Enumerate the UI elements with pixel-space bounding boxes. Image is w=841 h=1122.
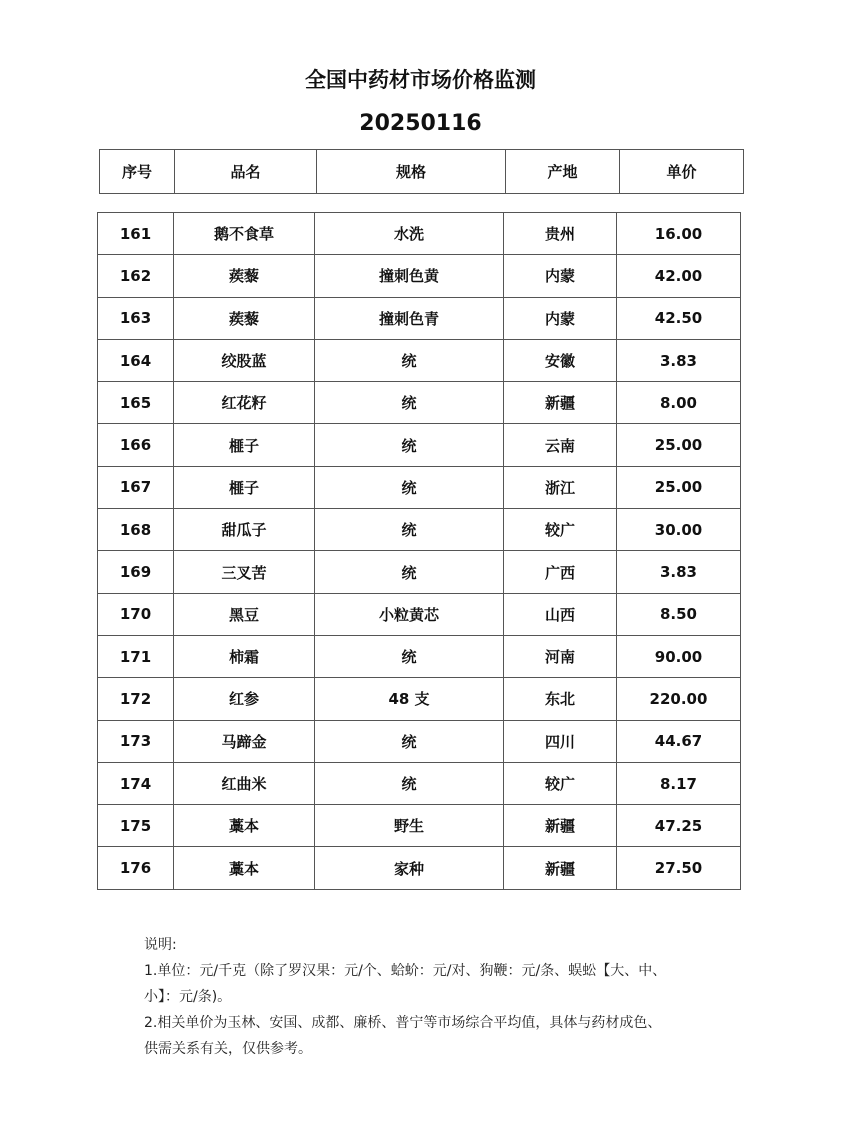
table-row [98, 720, 741, 762]
cell-spec: 野生 [315, 805, 504, 847]
cell-number: 161 [98, 213, 174, 255]
cell-name: 红曲米 [174, 762, 315, 804]
cell-number: 163 [98, 297, 174, 339]
cell-number: 168 [98, 509, 174, 551]
table-row [98, 805, 741, 847]
cell-name: 榧子 [174, 424, 315, 466]
column-header-price: 单价 [620, 150, 744, 194]
cell-name: 蒺藜 [174, 297, 315, 339]
cell-name: 马蹄金 [174, 720, 315, 762]
cell-price: 16.00 [617, 213, 741, 255]
cell-price: 8.00 [617, 382, 741, 424]
table-row [98, 509, 741, 551]
cell-price: 220.00 [617, 678, 741, 720]
notes-line: 1.单位：元/千克（除了罗汉果：元/个、蛤蚧：元/对、狗鞭：元/条、蜈蚣【大、中、 [144, 963, 667, 979]
cell-spec: 家种 [315, 847, 504, 889]
cell-number: 174 [98, 762, 174, 804]
cell-origin: 新疆 [504, 382, 617, 424]
cell-name: 藁本 [174, 847, 315, 889]
cell-name: 藁本 [174, 805, 315, 847]
cell-origin: 新疆 [504, 847, 617, 889]
cell-price: 30.00 [617, 509, 741, 551]
cell-origin: 云南 [504, 424, 617, 466]
cell-number: 167 [98, 466, 174, 508]
column-header-number: 序号 [100, 150, 175, 194]
column-header-name: 品名 [175, 150, 317, 194]
cell-origin: 较广 [504, 509, 617, 551]
table-row [98, 466, 741, 508]
cell-spec: 统 [315, 424, 504, 466]
cell-number: 170 [98, 593, 174, 635]
cell-price: 8.17 [617, 762, 741, 804]
cell-name: 黑豆 [174, 593, 315, 635]
cell-price: 42.50 [617, 297, 741, 339]
cell-origin: 较广 [504, 762, 617, 804]
cell-price: 8.50 [617, 593, 741, 635]
cell-number: 171 [98, 635, 174, 677]
cell-spec: 撞刺色青 [315, 297, 504, 339]
table-row [98, 678, 741, 720]
table-row [98, 255, 741, 297]
cell-spec: 统 [315, 339, 504, 381]
cell-origin: 东北 [504, 678, 617, 720]
table-row [98, 593, 741, 635]
notes-line: 小】：元/条)。 [144, 989, 232, 1005]
notes-heading: 说明: [144, 937, 177, 953]
cell-origin: 河南 [504, 635, 617, 677]
cell-price: 47.25 [617, 805, 741, 847]
notes-section [144, 932, 704, 1062]
cell-name: 绞股蓝 [174, 339, 315, 381]
table-row [98, 551, 741, 593]
table-row [98, 635, 741, 677]
cell-origin: 内蒙 [504, 297, 617, 339]
cell-number: 172 [98, 678, 174, 720]
cell-origin: 新疆 [504, 805, 617, 847]
table-row [98, 339, 741, 381]
report-date: 20250116 [359, 111, 482, 136]
cell-price: 25.00 [617, 466, 741, 508]
cell-name: 蒺藜 [174, 255, 315, 297]
cell-price: 25.00 [617, 424, 741, 466]
cell-name: 三叉苦 [174, 551, 315, 593]
cell-origin: 贵州 [504, 213, 617, 255]
table-row [98, 382, 741, 424]
cell-price: 90.00 [617, 635, 741, 677]
table-row [98, 297, 741, 339]
price-table-header [99, 149, 744, 194]
cell-price: 42.00 [617, 255, 741, 297]
cell-spec: 水洗 [315, 213, 504, 255]
cell-spec: 统 [315, 762, 504, 804]
cell-name: 柿霜 [174, 635, 315, 677]
cell-spec: 撞刺色黄 [315, 255, 504, 297]
cell-name: 甜瓜子 [174, 509, 315, 551]
cell-spec: 统 [315, 466, 504, 508]
cell-number: 173 [98, 720, 174, 762]
cell-number: 176 [98, 847, 174, 889]
cell-spec: 48 支 [315, 678, 504, 720]
cell-number: 175 [98, 805, 174, 847]
cell-number: 164 [98, 339, 174, 381]
cell-number: 162 [98, 255, 174, 297]
notes-line: 供需关系有关，仅供参考。 [144, 1041, 312, 1057]
cell-spec: 统 [315, 635, 504, 677]
cell-number: 166 [98, 424, 174, 466]
cell-price: 3.83 [617, 339, 741, 381]
cell-spec: 统 [315, 720, 504, 762]
cell-spec: 统 [315, 551, 504, 593]
cell-spec: 统 [315, 382, 504, 424]
cell-name: 榧子 [174, 466, 315, 508]
table-row [98, 213, 741, 255]
cell-origin: 四川 [504, 720, 617, 762]
cell-number: 169 [98, 551, 174, 593]
cell-origin: 安徽 [504, 339, 617, 381]
table-row [98, 424, 741, 466]
cell-name: 鹅不食草 [174, 213, 315, 255]
cell-number: 165 [98, 382, 174, 424]
cell-price: 27.50 [617, 847, 741, 889]
column-header-spec: 规格 [317, 150, 506, 194]
cell-name: 红参 [174, 678, 315, 720]
cell-spec: 统 [315, 509, 504, 551]
cell-price: 44.67 [617, 720, 741, 762]
table-row [98, 847, 741, 889]
cell-origin: 广西 [504, 551, 617, 593]
cell-origin: 山西 [504, 593, 617, 635]
cell-origin: 内蒙 [504, 255, 617, 297]
column-header-origin: 产地 [506, 150, 620, 194]
cell-name: 红花籽 [174, 382, 315, 424]
header-row [100, 150, 744, 194]
price-table [97, 212, 741, 890]
cell-price: 3.83 [617, 551, 741, 593]
notes-line: 2.相关单价为玉林、安国、成都、廉桥、普宁等市场综合平均值，具体与药材成色、 [144, 1015, 662, 1031]
cell-origin: 浙江 [504, 466, 617, 508]
cell-spec: 小粒黄芯 [315, 593, 504, 635]
table-row [98, 762, 741, 804]
page-title: 全国中药材市场价格监测 [305, 68, 536, 92]
